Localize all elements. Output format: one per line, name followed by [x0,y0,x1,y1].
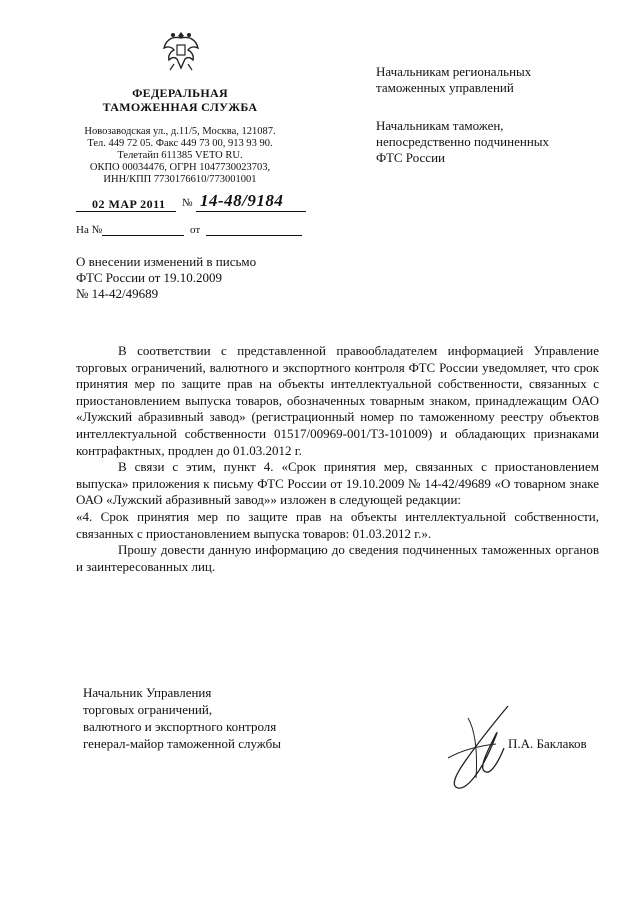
registration-line [76,191,306,217]
body-paragraph-1: В соответствии с представленной правообладателем информацией Управление торговых ограничений, валютного и экспортного контроля ФТС России уведомляет, что срок принятия мер по защите прав на объекты интеллектуальной собственности, связанных с приостановлением выпуска товаров, обозначенных товарным знаком, принадлежащим ОАО «Лужский абразивный завод» (регистрационный номер по таможенному реестру объектов интеллектуальной собственности 01517/00969-001/ТЗ-101009) и обладающих признаками контрафактных, продлен до 01.03.2012 г. [76,343,599,458]
letter-subject [76,254,316,302]
addressee-line: Начальникам региональных [376,64,532,79]
contact-line: Телетайп 611385 VETO RU. [117,150,243,161]
document-number: 14-48/9184 [200,191,284,210]
signatory-title-line: Начальник Управления [83,685,212,700]
contact-line: ИНН/КПП 7730176610/773001001 [103,174,257,185]
signatory-title-line: валютного и экспортного контроля [83,719,277,734]
addressee-block-regional [376,64,596,96]
reference-date-blank [206,235,302,236]
subject-line: № 14-42/49689 [76,286,159,301]
addressee-block-customs [376,118,596,166]
contact-line: ОКПО 00034476, ОГРН 1047730023703, [89,162,271,173]
reference-date-label: от [190,224,201,236]
signatory-title-line: генерал-майор таможенной службы [83,736,281,751]
contact-line: Тел. 449 72 05. Факс 449 73 00, 913 93 90. [87,138,273,149]
signatory-name: П.А. Баклаков [508,736,587,751]
signatory-title-line: торговых ограничений, [83,702,213,717]
signatory-title [83,684,343,752]
subject-line: О внесении изменений в письмо [76,254,257,269]
reference-number-blank [102,235,184,236]
number-underline [196,211,306,212]
body-paragraph-2: В связи с этим, пункт 4. «Срок принятия мер, связанных с приостановлением выпуска» приложения к письму ФТС России от 19.10.2009 № 14-42/49689 «О товарном знаке ОАО «Лужский абразивный завод»» изложен в следующей редакции: [76,459,599,508]
addressee-line: таможенных управлений [376,80,514,95]
addressee-line: непосредственно подчиненных [376,134,550,149]
letter-body [76,343,599,575]
subject-line: ФТС России от 19.10.2009 [76,270,223,285]
addressee-line: ФТС России [376,150,445,165]
organization-name [60,86,300,114]
org-line-2: ТАМОЖЕННАЯ СЛУЖБА [102,100,258,114]
addressee-line: Начальникам таможен, [376,118,504,133]
body-paragraph-4: Прошу довести данную информацию до сведения подчиненных таможенных органов и заинтересованных лиц. [76,542,599,574]
handwritten-signature [438,698,518,798]
number-label: № [182,197,193,209]
org-line-1: ФЕДЕРАЛЬНАЯ [132,86,228,100]
date-underline [76,211,176,212]
reference-number-label: На № [76,224,103,236]
body-paragraph-3: «4. Срок принятия мер по защите прав на объекты интеллектуальной собственности, связанных с приостановлением выпуска товаров: 01.03.2012 г.». [76,508,599,541]
document-date: 02 MAP 2011 [92,197,166,211]
contact-details [60,126,300,186]
coat-of-arms-emblem [160,28,202,74]
contact-line: Новозаводская ул., д.11/5, Москва, 121087. [84,126,276,137]
reference-line [76,224,306,238]
